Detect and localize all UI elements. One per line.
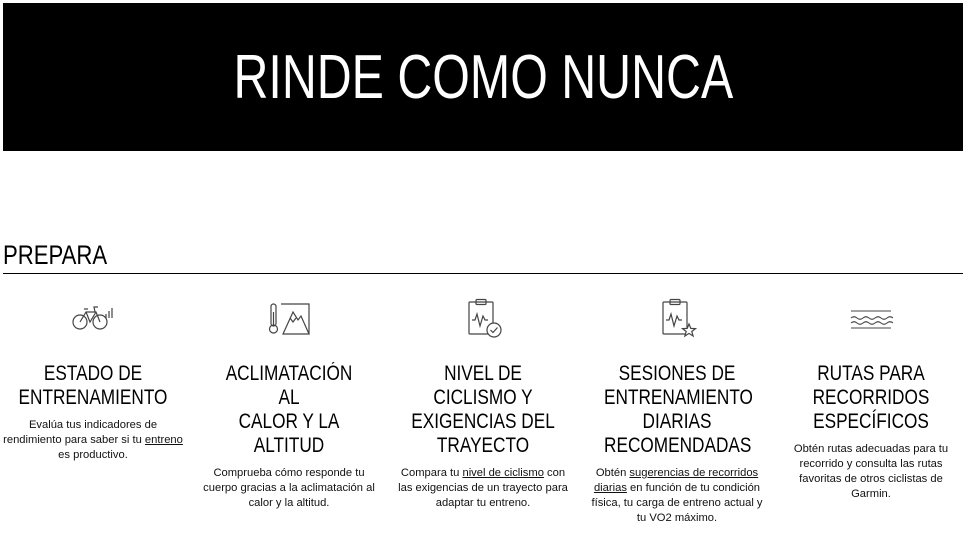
- feature-title-line: RECOMENDADAS: [604, 434, 752, 457]
- thermometer-mountain-icon: [198, 298, 380, 340]
- daily-suggestions-link[interactable]: sugerencias de recorridos diarias: [593, 467, 759, 494]
- feature-training-status: [0, 298, 186, 463]
- bicycle-icon: [0, 298, 186, 340]
- feature-title-line: ENTRENAMIENTO: [18, 386, 168, 409]
- cycling-level-link[interactable]: nivel de ciclismo: [462, 467, 544, 479]
- feature-cycling-level: [394, 298, 572, 511]
- feature-title-line: EXIGENCIAS DEL: [411, 410, 555, 433]
- feature-daily-workouts: [588, 298, 766, 526]
- feature-title-line: DIARIAS: [642, 410, 712, 433]
- section-title: PREPARA: [3, 240, 108, 270]
- feature-description: Comprueba cómo responde tu cuerpo gracias a la aclimatación al calor y la altitud.: [203, 467, 375, 509]
- feature-routes: [786, 298, 956, 502]
- feature-title-line: NIVEL DE CICLISMO Y: [433, 362, 533, 409]
- feature-title-line: ENTRENAMIENTO: [604, 386, 753, 409]
- hero-title: RINDE COMO NUNCA: [233, 43, 733, 112]
- road-waves-icon: [786, 298, 956, 340]
- feature-description: Obtén sugerencias de recorridos diarias en función de tu condición física, tu carga de entreno actual y tu VO2 máximo.: [591, 467, 763, 524]
- feature-title-line: CALOR Y LA ALTITUD: [238, 410, 340, 457]
- hero-banner: [3, 3, 963, 151]
- feature-description: Evalúa tus indicadores de rendimiento para saber si tu entreno es productivo.: [3, 419, 183, 461]
- feature-title-line: ESTADO DE: [43, 362, 143, 385]
- feature-description: Compara tu nivel de ciclismo con las exigencias de un trayecto para adaptar tu entreno.: [398, 467, 568, 509]
- feature-title-line: TRAYECTO: [436, 434, 530, 457]
- clipboard-check-icon: [394, 298, 572, 340]
- feature-title-line: RECORRIDOS: [812, 386, 930, 409]
- training-link[interactable]: entreno: [144, 434, 183, 446]
- feature-title-line: ESPECÍFICOS: [813, 410, 929, 433]
- clipboard-star-icon: [588, 298, 766, 340]
- feature-description: Obtén rutas adecuadas para tu recorrido y consulta las rutas favoritas de otros ciclistas de Garmin.: [793, 443, 949, 500]
- feature-title-line: SESIONES DE: [618, 362, 736, 385]
- feature-title-line: ACLIMATACIÓN AL: [225, 362, 353, 409]
- feature-title-line: RUTAS PARA: [817, 362, 925, 385]
- feature-heat-altitude: [198, 298, 380, 511]
- section-divider: [3, 273, 963, 274]
